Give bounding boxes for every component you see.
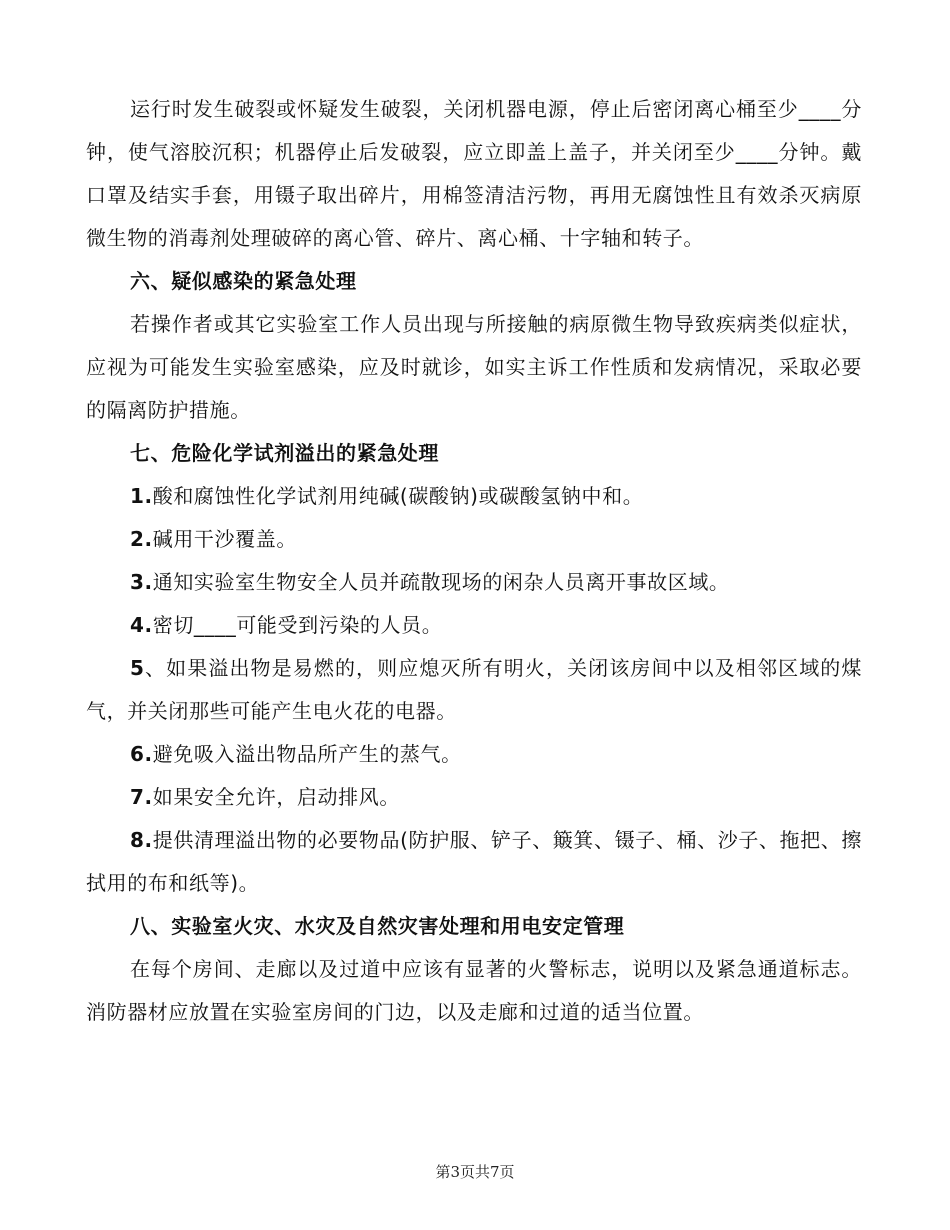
document-body	[86, 88, 862, 1034]
list-item	[86, 776, 862, 819]
list-item-number: 1.	[130, 484, 153, 508]
list-item-number: 7.	[130, 785, 153, 809]
paragraph-suspected-infection: 若操作者或其它实验室工作人员出现与所接触的病原微生物导致疾病类似症状，应视为可能发生实验室感染，应及时就诊，如实主诉工作性质和发病情况，采取必要的隔离防护措施。	[86, 312, 862, 422]
section-heading-fire-flood-safety: 八、实验室火灾、水灾及自然灾害处理和用电安定管理	[130, 914, 625, 938]
list-item-text: 酸和腐蚀性化学试剂用纯碱(碳酸钠)或碳酸氢钠中和。	[152, 484, 644, 508]
list-item-number: 5	[130, 656, 145, 680]
list-item	[86, 819, 862, 905]
list-item-text: 通知实验室生物安全人员并疏散现场的闲杂人员离开事故区域。	[152, 570, 730, 594]
list-item-text: 提供清理溢出物的必要物品(防护服、铲子、簸箕、镊子、桶、沙子、拖把、擦拭用的布和纸等)。	[86, 828, 862, 895]
list-item	[86, 733, 862, 776]
list-item-number: 2.	[130, 527, 153, 551]
list-item-text: 密切____可能受到污染的人员。	[152, 613, 443, 637]
paragraph-centrifuge-breakage: 运行时发生破裂或怀疑发生破裂，关闭机器电源，停止后密闭离心桶至少____分钟，使气溶胶沉积；机器停止后发破裂，应立即盖上盖子，并关闭至少____分钟。戴口罩及结实手套，用镊子取出碎片，用棉签清洁污物，再用无腐蚀性且有效杀灭病原微生物的消毒剂处理破碎的离心管、碎片、离心桶、十字轴和转子。	[86, 97, 862, 250]
list-item	[86, 518, 862, 561]
list-item	[86, 475, 862, 518]
section-heading-suspected-infection: 六、疑似感染的紧急处理	[130, 269, 357, 293]
list-item-number: 8.	[130, 828, 153, 852]
list-item	[86, 647, 862, 733]
list-item-number: 4.	[130, 613, 153, 637]
list-item	[86, 604, 862, 647]
list-item-text: 避免吸入溢出物品所产生的蒸气。	[152, 742, 462, 766]
list-item-text: 如果安全允许，启动排风。	[152, 785, 400, 809]
list-item-number: 3.	[130, 570, 153, 594]
list-item-text: 碱用干沙覆盖。	[152, 527, 297, 551]
section-heading-chemical-spill: 七、危险化学试剂溢出的紧急处理	[130, 441, 439, 465]
paragraph-fire-signs: 在每个房间、走廊以及过道中应该有显著的火警标志，说明以及紧急通道标志。消防器材应放置在实验室房间的门边，以及走廊和过道的适当位置。	[86, 957, 862, 1024]
list-item-text: 、如果溢出物是易燃的，则应熄灭所有明火，关闭该房间中以及相邻区域的煤气，并关闭那些可能产生电火花的电器。	[86, 656, 862, 723]
page-footer: 第3页共7页	[435, 1163, 515, 1181]
list-item	[86, 561, 862, 604]
list-item-number: 6.	[130, 742, 153, 766]
